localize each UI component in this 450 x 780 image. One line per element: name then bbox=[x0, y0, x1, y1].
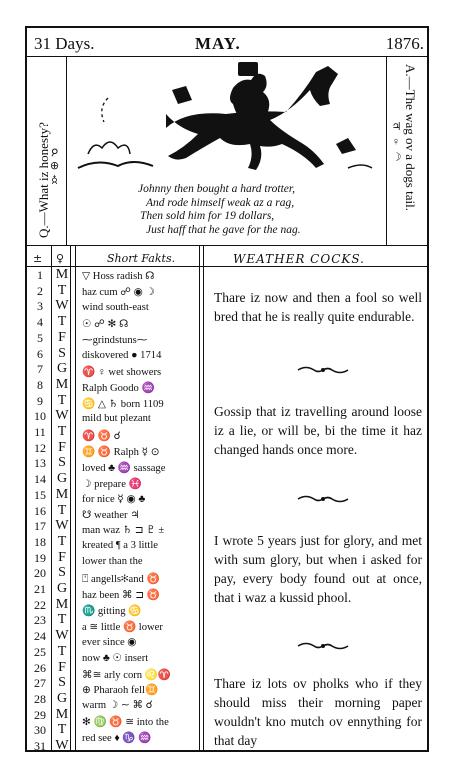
horse-rider-illustration bbox=[68, 58, 384, 182]
fakt-line: haz cum ☍ ◉ ☽ bbox=[82, 286, 156, 298]
poem-line: Johnny then bought a hard trotter, bbox=[138, 183, 295, 195]
fakt-line: now ♣ ☉ insert bbox=[82, 652, 149, 664]
fakt-line: diskovered ● 1714 bbox=[82, 349, 162, 361]
day-number: 9 bbox=[37, 393, 43, 408]
fakt-line: ⁓grindstuns⁓ bbox=[82, 334, 148, 346]
fakt-line: ☽ prepare ♓ bbox=[82, 478, 142, 490]
month-title: MAY. bbox=[195, 34, 241, 53]
col-head-venus: ♀ bbox=[56, 252, 65, 265]
day-number: 26 bbox=[34, 660, 46, 675]
day-letter: T bbox=[57, 612, 67, 628]
fakt-line: man waz ♄ ⊐ ♇ ± bbox=[82, 525, 165, 537]
fakt-line: Ralph Goodo ♒ bbox=[82, 383, 155, 395]
day-number: 2 bbox=[37, 283, 43, 298]
day-letter: T bbox=[57, 282, 67, 298]
fakt-line: mild but plezant bbox=[82, 413, 151, 425]
fakt-line: wind south-east bbox=[82, 301, 149, 313]
col-divider-2 bbox=[70, 246, 71, 752]
day-number: 12 bbox=[34, 440, 46, 455]
fakt-line: warm ☽ ∼ ⌘ ☌ bbox=[82, 700, 153, 712]
fakt-line: lower than the bbox=[82, 556, 143, 568]
fakt-line: ♈ ♀ wet showers bbox=[82, 367, 162, 379]
day-number: 7 bbox=[37, 362, 43, 377]
day-number: 30 bbox=[34, 723, 46, 738]
day-number: 8 bbox=[37, 377, 43, 392]
day-number: 14 bbox=[34, 472, 46, 487]
day-number: 19 bbox=[34, 550, 46, 565]
question-text: Q.—What iz honesty? bbox=[36, 122, 51, 238]
day-letter: T bbox=[57, 722, 67, 738]
day-number: 15 bbox=[34, 487, 46, 502]
illustration-poem bbox=[138, 183, 301, 237]
fakt-line: ✻ ♍ ♉ ≅ into the bbox=[82, 717, 169, 729]
day-letter: S bbox=[58, 675, 66, 691]
fakt-line: a ≅ little ♉ lower bbox=[82, 621, 163, 633]
day-number: 1 bbox=[37, 268, 43, 282]
fakt-line: ☋ weather ♃ bbox=[82, 509, 140, 521]
ornament-divider bbox=[296, 365, 350, 375]
day-letter: T bbox=[57, 533, 67, 549]
day-number: 27 bbox=[34, 676, 46, 691]
day-letter: T bbox=[57, 502, 67, 518]
fakt-line: ☉ ☍ ✻ ☊ bbox=[82, 318, 129, 330]
day-letter: T bbox=[57, 392, 67, 408]
day-number: 28 bbox=[34, 691, 46, 706]
day-number: 11 bbox=[34, 425, 46, 439]
day-letter: G bbox=[56, 471, 68, 487]
day-letter: S bbox=[58, 565, 66, 581]
weather-paragraph: I wrote 5 years just for glory, and met with sum glory, but when i asked for pay, every body found out at once, that i waz a kussid phool. bbox=[214, 533, 422, 605]
poem-line: And rode himself weak az a rag, bbox=[146, 196, 295, 209]
day-letter: F bbox=[58, 549, 66, 565]
day-number: 16 bbox=[34, 503, 46, 518]
fakt-line: red see ♦ ♑ ♒ bbox=[82, 733, 152, 745]
day-letter: M bbox=[55, 267, 69, 282]
fakt-line: ♈ ♉ ☌ bbox=[82, 431, 121, 442]
day-letter: F bbox=[58, 329, 66, 345]
col-head-fakts: Short Fakts. bbox=[107, 252, 176, 265]
col-head-weather: WEATHER COCKS. bbox=[233, 252, 365, 266]
right-panel-divider bbox=[386, 56, 387, 246]
fakt-line: ever since ◉ bbox=[82, 636, 137, 648]
day-number: 20 bbox=[34, 566, 46, 581]
day-letter: W bbox=[55, 628, 69, 644]
day-letter: G bbox=[56, 361, 68, 377]
day-letter: T bbox=[57, 424, 67, 439]
day-letter: M bbox=[55, 376, 69, 392]
fakt-line: loved ♣ ♒ sassage bbox=[82, 462, 166, 474]
day-letter: W bbox=[55, 298, 69, 314]
col-divider-2b bbox=[75, 246, 76, 752]
fakt-line: ♊ ♉ Ralph ☿ ⊙ bbox=[82, 446, 160, 458]
answer-text: A.—The wag ov a dogs tail. bbox=[403, 64, 418, 211]
day-number: 29 bbox=[34, 707, 46, 722]
day-number: 4 bbox=[37, 315, 43, 330]
day-letter: W bbox=[55, 738, 69, 753]
day-letter: W bbox=[55, 518, 69, 534]
day-number: 21 bbox=[34, 582, 46, 596]
day-letter: T bbox=[57, 643, 67, 659]
fakt-line: ♋ △ ♄ born 1109 bbox=[82, 399, 164, 411]
fakt-line: ♏ gitting ♋ bbox=[82, 605, 142, 617]
day-letter: S bbox=[58, 455, 66, 471]
day-letter: M bbox=[55, 596, 69, 612]
col-divider-3b bbox=[203, 246, 204, 752]
illustration-bottom-rule bbox=[25, 245, 429, 246]
fakt-line: ▽ Hoss radish ☊ bbox=[82, 271, 155, 282]
day-number: 10 bbox=[34, 409, 46, 424]
day-letter: T bbox=[57, 314, 67, 330]
header-rule bbox=[25, 56, 429, 57]
answer-symbols: ♃ ♀ ☽ bbox=[390, 120, 402, 164]
day-letter: G bbox=[56, 690, 68, 706]
fakt-line: for nice ☿ ◉ ♣ bbox=[82, 493, 146, 505]
day-number: 6 bbox=[37, 346, 43, 361]
fakt-line: haz been ⌘ ⊐ ♉ bbox=[82, 590, 160, 601]
day-number: 22 bbox=[34, 597, 46, 612]
fakt-line: ⊕ Pharaoh fell♊ bbox=[82, 685, 159, 697]
day-letter: F bbox=[58, 439, 66, 455]
day-letter: M bbox=[55, 706, 69, 722]
day-number: 24 bbox=[34, 629, 46, 644]
column-head-rule bbox=[25, 266, 429, 267]
day-number: 31 bbox=[34, 739, 46, 753]
weather-paragraph: Thare iz lots ov pholks who if they should miss their morning paper wouldn't kno mutch ov ennything for that day bbox=[214, 676, 422, 748]
day-number: 5 bbox=[37, 330, 43, 345]
poem-line: Just haff that he gave for the nag. bbox=[146, 223, 301, 236]
day-letter: F bbox=[58, 659, 66, 675]
weather-paragraph: Thare iz now and then a fool so well bred that he is really quite endurable. bbox=[214, 290, 422, 324]
day-number: 25 bbox=[34, 644, 46, 659]
ornament-divider bbox=[296, 494, 350, 504]
day-letter: S bbox=[58, 345, 66, 361]
poem-line: Then sold him for 19 dollars, bbox=[140, 210, 275, 222]
day-letter: M bbox=[55, 486, 69, 502]
day-number: 18 bbox=[34, 534, 46, 549]
col-head-plusminus: ± bbox=[33, 252, 43, 265]
question-symbols: ☿ ⊕ ☌ bbox=[49, 145, 61, 186]
weather-paragraph: Gossip that iz travelling around loose iz a lie, or will be, bi the time it haz changed hands once more. bbox=[214, 404, 422, 457]
left-panel-divider bbox=[66, 56, 67, 246]
year: 1876. bbox=[385, 34, 424, 53]
day-number: 3 bbox=[37, 299, 43, 314]
day-number: 23 bbox=[34, 613, 46, 628]
days-count: 31 Days. bbox=[34, 34, 95, 53]
day-letter: W bbox=[55, 408, 69, 424]
fakt-line: ⌘≅ arly corn ♌♈ bbox=[82, 669, 172, 681]
day-letter: G bbox=[56, 581, 68, 596]
day-number: 13 bbox=[34, 456, 46, 471]
fakt-line: ⍞ angells✻and ♉ bbox=[82, 574, 160, 586]
ornament-divider bbox=[296, 641, 350, 651]
fakt-line: kreated ¶ a 3 little bbox=[82, 540, 158, 552]
day-number: 17 bbox=[34, 519, 46, 534]
